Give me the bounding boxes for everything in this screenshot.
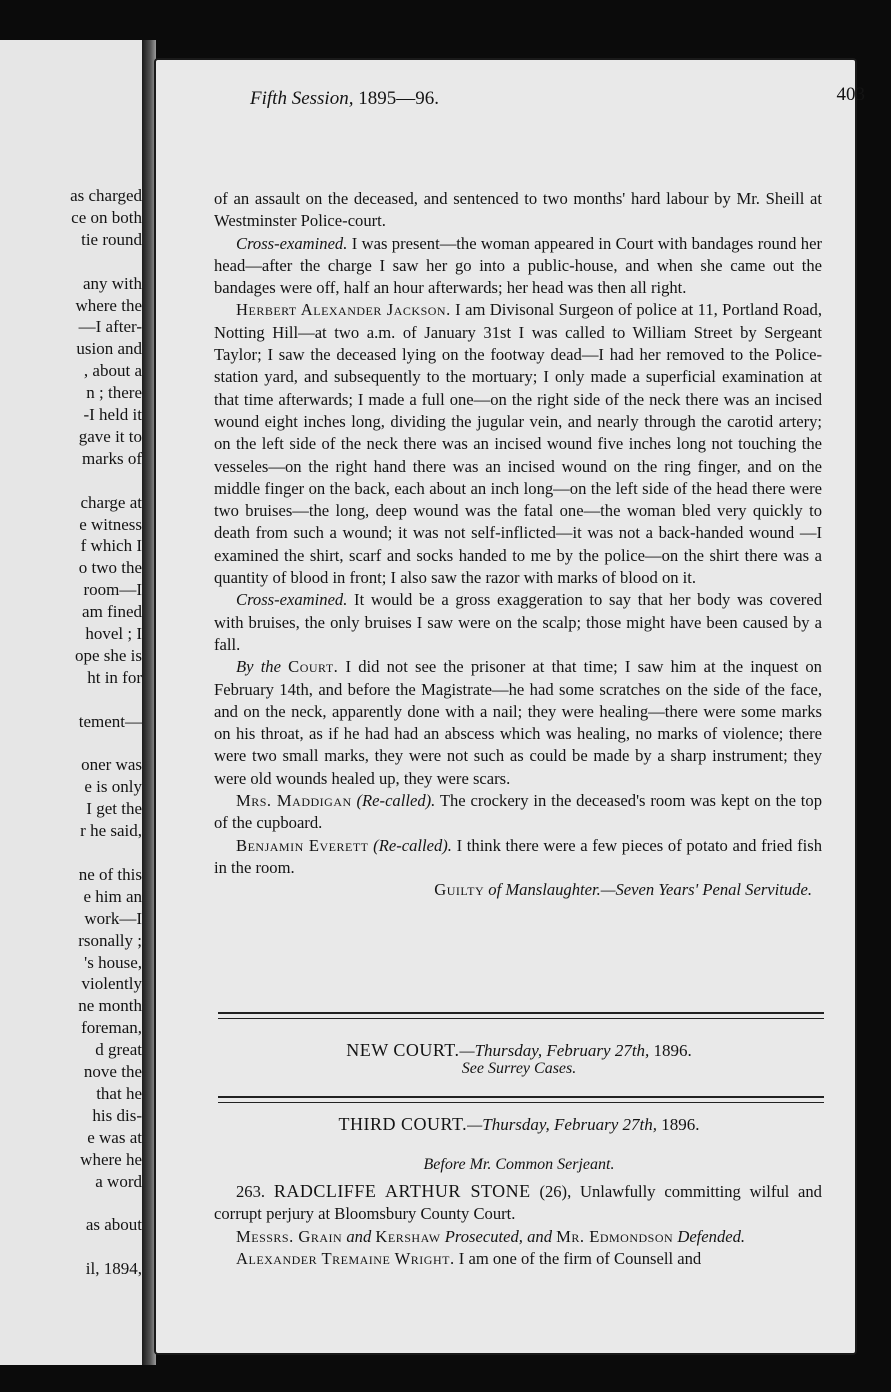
third-court-date: —Thursday, February 27th,	[467, 1115, 657, 1134]
left-page-line: e is only	[84, 777, 142, 797]
page-number: 403	[836, 84, 865, 105]
counsel-grain: Messrs. Grain	[236, 1226, 343, 1246]
left-page-line: oner was	[81, 755, 142, 775]
left-page-line: marks of	[82, 448, 142, 468]
left-page-line: as charged	[70, 186, 142, 205]
counsel-and: and	[342, 1226, 376, 1246]
paragraph-1: of an assault on the deceased, and sentenced to two months' hard labour by Mr. Sheill at Westminster Police-court.	[214, 189, 822, 231]
left-page-line: o two the	[78, 558, 142, 578]
left-page-line: as about	[85, 1215, 142, 1235]
left-page-line: I get the	[86, 799, 142, 819]
third-court-year: 1896.	[656, 1115, 700, 1134]
left-page-line: nove the	[83, 1062, 142, 1081]
left-page-line: d great	[95, 1040, 142, 1060]
left-page-line: room—I	[83, 580, 142, 600]
left-page-line: charge at	[80, 492, 142, 512]
left-page-line: ne of this	[78, 864, 142, 884]
left-page-line: 's house,	[84, 952, 142, 972]
rule-top-thin	[218, 1018, 824, 1019]
left-page-line: -I held it	[83, 405, 142, 424]
left-page-line: any with	[82, 273, 142, 293]
case-counsel	[214, 1226, 822, 1248]
recalled-label-2: (Re-called).	[373, 835, 452, 855]
defended-label: Defended.	[673, 1226, 746, 1246]
case-witness	[214, 1248, 822, 1270]
left-page-line: e was at	[87, 1127, 142, 1147]
before-common-serjeant: Before Mr. Common Serjeant.	[423, 1156, 615, 1173]
left-page-line: where he	[80, 1149, 142, 1169]
cross-examined-label-2: Cross-examined.	[236, 590, 348, 610]
witness-name-jackson: Herbert Alexander Jackson.	[236, 300, 451, 320]
rule-middle-thin	[218, 1102, 824, 1103]
testimony-text	[214, 188, 822, 902]
defendant-name: RADCLIFFE ARTHUR STONE	[273, 1181, 531, 1201]
left-page-line: where the	[75, 295, 142, 315]
case-charge	[214, 1180, 822, 1226]
case-number: 263.	[236, 1182, 266, 1201]
counsel-kershaw: Kershaw	[375, 1226, 441, 1246]
running-head-title: Fifth Session,	[250, 88, 354, 109]
third-court-name: THIRD COURT.	[338, 1114, 468, 1134]
left-page-line: —I after-	[78, 317, 142, 337]
running-head-years: 1895—96.	[358, 88, 439, 109]
new-court-name: NEW COURT.	[346, 1040, 460, 1060]
new-court-date: —Thursday, February 27th,	[459, 1041, 650, 1060]
case-263	[214, 1180, 822, 1270]
paragraph-5	[214, 656, 822, 790]
left-page-line: a word	[95, 1171, 142, 1191]
left-page-line: ne month	[78, 996, 142, 1016]
left-page-line: , about a	[83, 361, 142, 381]
third-court-heading	[214, 1114, 824, 1135]
left-page-line: violently	[81, 974, 142, 994]
paragraph-7	[214, 835, 822, 880]
left-page-line: his dis-	[92, 1105, 142, 1125]
left-page-line: il, 1894,	[85, 1259, 142, 1279]
witness-name-wright: Alexander Tremaine Wright.	[236, 1248, 455, 1268]
paragraph-3	[214, 299, 822, 589]
left-page-line: tie round	[81, 229, 142, 249]
left-page-line: hovel ; I	[85, 624, 142, 643]
case-charge-text: (26), Unlawfully committing wilful and corrupt perjury at Bloomsbury County Court.	[214, 1182, 822, 1224]
verdict-guilty: Guilty	[434, 880, 485, 900]
paragraph-6	[214, 790, 822, 835]
rule-top	[218, 1012, 824, 1014]
case-witness-text: I am one of the firm of Counsell and	[454, 1248, 702, 1268]
left-page-line: am fined	[82, 602, 142, 622]
paragraph-7-text: I think there were a few pieces of potato and fried fish in the room.	[214, 835, 822, 877]
left-page-line: usion and	[76, 339, 142, 359]
left-page-line: ht in for	[87, 667, 142, 687]
left-page-line: that he	[96, 1083, 142, 1103]
left-page-line: tement—	[78, 711, 142, 731]
left-page-line: n ; there	[86, 383, 142, 403]
paragraph-6-text: The crockery in the deceased's room was kept on the top of the cupboard.	[214, 791, 822, 833]
witness-name-everett: Benjamin Everett	[236, 835, 369, 855]
running-head	[250, 88, 439, 110]
paragraph-5-text: I did not see the prisoner at that time; I saw him at the inquest on February 14th, and before the Magistrate—he had some scratches on the side of the face, and on the neck, apparently done with a nail; they were healing—there were some marks on his throat, as if he had had an abscess which was healing, no marks of violence; there were two small marks, they were not such as could be made by a sharp instrument; they were old wounds healed up, they were scars.	[214, 657, 822, 788]
new-court-year: 1896.	[649, 1041, 692, 1060]
paragraph-2-text: I was present—the woman appeared in Court with bandages round her head—after the charge I saw her go into a public-house, and when she came out the bandages were off, half an hour afterwards; her head was then all right.	[214, 233, 822, 298]
paragraph-4	[214, 589, 822, 656]
left-page-line: r he said,	[80, 821, 142, 841]
left-page-line: rsonally ;	[78, 930, 142, 950]
left-page-line: e witness	[79, 514, 142, 534]
paragraph-3-text: I am Divisonal Surgeon of police at 11, Portland Road, Notting Hill—at two a.m. of January 31st I was called to William Street by Sergeant Taylor; I saw the deceased lying on the footway dead—I had her removed to the Police-station yard, and subsequently to the mortuary; I only made a superficial examination at that time afterwards; I made a full one—on the right side of the neck there was an incised wound eight inches long, dividing the jugular vein, and nearly through the carotid artery; on the left side of the neck there was an incised wound five inches long not touching the vesseles—on the right hand there was an incised wound on the ring finger, and on the middle finger on the back, each about an inch long—on the left side of the head there were two bruises—the long, deep wound was the fatal one—the woman bled very quickly to death from such a wound; it was not self-inflicted—it was not a back-handed wound —I examined the shirt, scarf and socks handed to me by the police—on the shirt there was a quantity of blood in front; I also saw the razor with marks of blood on it.	[214, 300, 822, 588]
witness-name-maddigan: Mrs. Maddigan	[236, 791, 352, 811]
left-page-line: ce on both	[71, 207, 142, 227]
paragraph-4-text: It would be a gross exaggeration to say that her body was covered with bruises, the only bruises I saw were on the scalp; those might have been caused by a fall.	[214, 590, 822, 654]
left-page-line: foreman,	[81, 1018, 142, 1038]
counsel-edmondson: Mr. Edmondson	[556, 1226, 674, 1246]
verdict-sentence: of Manslaughter.—Seven Years' Penal Servitude.	[484, 880, 812, 900]
new-court-heading	[214, 1040, 824, 1061]
prosecuted-label: Prosecuted, and	[440, 1226, 557, 1246]
left-page-line: ope she is	[74, 645, 142, 665]
court-label: Court.	[288, 657, 339, 677]
by-the-label: By the	[236, 657, 281, 677]
recalled-label: (Re-called).	[356, 791, 436, 811]
cross-examined-label: Cross-examined.	[236, 233, 348, 253]
verdict	[214, 879, 822, 901]
left-page-line: f which I	[80, 536, 142, 556]
see-surrey-cases: See Surrey Cases.	[461, 1060, 577, 1077]
left-page-line: work—I	[84, 908, 142, 928]
rule-middle	[218, 1096, 824, 1098]
left-page-line: e him an	[83, 886, 142, 906]
left-page-line: gave it to	[78, 426, 142, 446]
paragraph-2	[214, 233, 822, 300]
